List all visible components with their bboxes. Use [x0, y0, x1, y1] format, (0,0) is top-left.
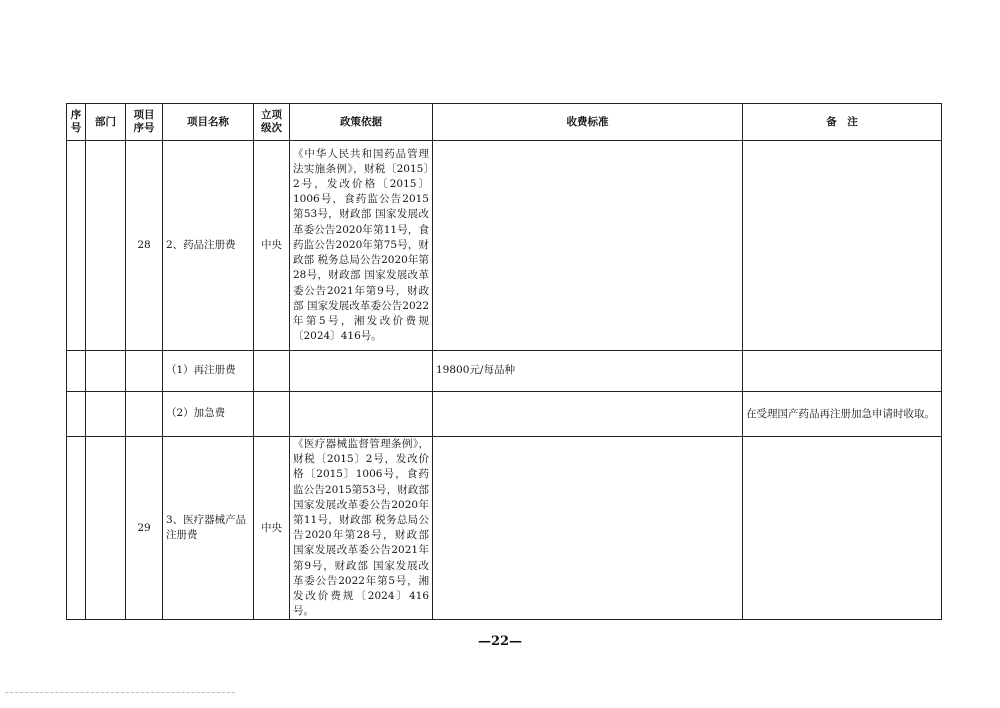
cell-level: 中央 — [254, 141, 290, 351]
cell-seq — [67, 437, 86, 620]
cell-basis — [290, 392, 433, 437]
cell-note: 在受理国产药品再注册加急申请时收取。 — [743, 392, 942, 437]
cell-seq — [67, 392, 86, 437]
cell-note — [743, 437, 942, 620]
cell-level — [254, 392, 290, 437]
cell-basis — [290, 351, 433, 392]
cell-item-no: 29 — [126, 437, 163, 620]
table-row — [67, 351, 942, 392]
cell-seq — [67, 351, 86, 392]
table-row — [67, 141, 942, 351]
cell-dept — [86, 351, 126, 392]
page-number: —22— — [477, 634, 523, 649]
cell-basis: 《中华人民共和国药品管理法实施条例》，财税〔2015〕2号，发改价格〔2015〕1006号，食药监公告2015第53号，财政部 国家发展改革委公告2020年第11号，食药监公告2020年第75号，财政部 税务总局公告2020年第28号，财政部 国家发展改革委公告2021年第9号，财政部 国家发展改革委公告2022年第5号，湘发改价费规〔2024〕416号。 — [290, 141, 433, 351]
header-dept: 部门 — [86, 104, 126, 141]
cell-level — [254, 351, 290, 392]
cell-item-name: （2）加急费 — [163, 392, 254, 437]
table-row — [67, 437, 942, 620]
cell-standard — [433, 392, 743, 437]
fee-table — [66, 103, 942, 620]
cell-level: 中央 — [254, 437, 290, 620]
cell-item-name: 3、医疗器械产品注册费 — [163, 437, 254, 620]
cell-item-no — [126, 351, 163, 392]
cell-item-name: 2、药品注册费 — [163, 141, 254, 351]
header-note: 备 注 — [743, 104, 942, 141]
table-row — [67, 392, 942, 437]
cell-dept — [86, 437, 126, 620]
cell-item-no: 28 — [126, 141, 163, 351]
cell-dept — [86, 392, 126, 437]
header-item-name: 项目名称 — [163, 104, 254, 141]
table-header-row — [67, 104, 942, 141]
header-item-no: 项目序号 — [126, 104, 163, 141]
cell-item-name: （1）再注册费 — [163, 351, 254, 392]
scan-artifact-divider — [5, 692, 235, 694]
cell-standard: 19800元/每品种 — [433, 351, 743, 392]
cell-basis: 《医疗器械监督管理条例》，财税〔2015〕2号，发改价格〔2015〕1006号，食药监公告2015第53号，财政部 国家发展改革委公告2020年第11号，财政部 税务总局公告2020年第28号，财政部 国家发展改革委公告2021年第9号，财政部 国家发展改革委公告2022年第5号，湘发改价费规〔2024〕416号。 — [290, 437, 433, 620]
cell-seq — [67, 141, 86, 351]
cell-dept — [86, 141, 126, 351]
header-basis: 政策依据 — [290, 104, 433, 141]
header-level: 立项级次 — [254, 104, 290, 141]
cell-note — [743, 351, 942, 392]
cell-note — [743, 141, 942, 351]
cell-item-no — [126, 392, 163, 437]
header-seq: 序号 — [67, 104, 86, 141]
cell-standard — [433, 437, 743, 620]
cell-standard — [433, 141, 743, 351]
header-standard: 收费标准 — [433, 104, 743, 141]
